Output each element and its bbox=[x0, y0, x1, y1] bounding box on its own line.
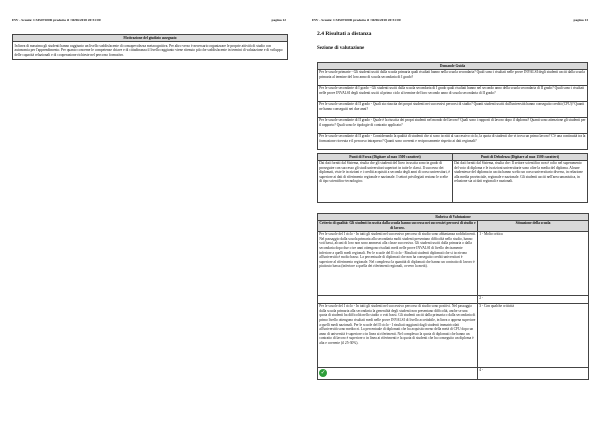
rubric-row bbox=[318, 231, 589, 295]
rubric-row bbox=[318, 303, 589, 367]
guide-question: Per le scuole secondarie di I grado - Gli studenti usciti dalla scuola secondaria di I grado quali risultati hanno nel secondo anno della scuola secondaria di II grado? Quali sono i risultati nelle prove INVALSI degli studenti usciti al primo ciclo al termine del loro secondo anno di scuola secondaria di II grado? bbox=[318, 85, 588, 101]
subsection-title: Sezione di valutazione bbox=[317, 46, 365, 51]
check-icon: ✓ bbox=[320, 369, 326, 377]
criterion-header: Criterio di qualità: Gli studenti in uscita dalla scuola hanno successo nei successivi percorsi di studio e di lavoro. bbox=[319, 221, 476, 230]
guide-question: Per le scuole primarie - Gli studenti usciti dalla scuola primaria quali risultati hanno nella scuola secondaria? Quali sono i risultati nelle prove INVALSI degli studenti usciti dalla scuola primaria al termine del loro anno di scuola secondaria di I grado? bbox=[318, 69, 588, 85]
guide-questions-title: Domande Guida bbox=[318, 63, 588, 70]
rubric-row bbox=[318, 295, 589, 303]
weaknesses-title: Punti di Debolezza (Digitare al max 1500 caratteri) bbox=[453, 154, 588, 161]
rubric-level[interactable]: 2 - bbox=[478, 295, 589, 303]
guide-questions-table bbox=[317, 62, 588, 150]
guide-question: Per le scuole secondarie di II grado - Quali sta riuscita dei propri studenti nei successivi percorsi di studio? Quanti studenti usciti dall'università hanno conseguito crediti (CFU)? Quanti ne hanno conseguiti nei due anni? bbox=[318, 101, 588, 117]
motivation-box bbox=[12, 34, 288, 60]
motivation-title: Motivazione del giudizio assegnato bbox=[13, 35, 287, 42]
rubric-title: Rubrica di Valutazione bbox=[318, 214, 589, 221]
right-page bbox=[300, 0, 600, 424]
weaknesses-text: Dai dati forniti dal Sistema, risulta che: Il settore scientifico non è colto nel superamento del voto di diploma e le iscrizioni universitarie sono oltre la media del diploma. Alcune studentesse del diploma in uscita hanno scelto un corso universitario diverso, in relazione alla media provinciale, regionale e nazionale. Gli studenti usciti nell'area umanistica, in relazione sia ai dati regionali e nazionali. bbox=[453, 160, 588, 202]
right-page-number: pagina 13 bbox=[573, 18, 588, 22]
rubric-level[interactable]: 4 - bbox=[478, 367, 589, 379]
rubric-criterion: Per le scuole del I ciclo - In tutti gli studenti nel successivo percorso di studio sono abbastanza soddisfacenti. Nel passaggio dalla scuola primaria alla secondaria molti studenti presentano difficoltà nello studio, hanno voti bassi, alcuni di loro non sono ammessi alla classe successiva. Gli studenti usciti dalla primaria o dalla secondaria dopo due o tre anni ottengono risultati medi nelle prove INVALSI di livello decisamente inferiore a quelli medi regionali. Per le scuole del II ciclo - Risultati studenti diplomati che si iscrivono all'università è molto basso. La percentuale di diplomati che non ha conseguito crediti universitari è superiore al riferimento regionale. Nel complesso la quantità di diplomati che hanno un contratto di lavoro è piuttosto bassa (inferiore a quella dei riferimenti regionali, ovvero la metà). bbox=[318, 231, 478, 295]
rubric-criterion bbox=[318, 295, 478, 303]
rubric-criterion bbox=[318, 367, 478, 379]
motivation-text: In linea di massima gli studenti hanno raggiunto un livello soddisfacente di consapevolezza metacognitiva. Per altro verso è necessario organizzare le proprie attività di studio con autonomia per l'apprendimento. Per quanto concerne le competenze chiave e di cittadinanza il livello raggiunto viene ritenuto più che soddisfacente in termini di valutazione e di sviluppo delle capacità relazionali e di cooperazione richieste nel percorso formativo. bbox=[14, 43, 283, 57]
situation-header: Situazione della scuola bbox=[478, 220, 589, 231]
guide-question: Per le scuole secondarie di II grado - Considerando la qualità di studenti che si sono iscritti al successivo ciclo, la quota di studenti che vi trova un primo lavoro? C'è una continuità tra la formazione ricevuta e il percorso intrapreso? Quanti sono coerenti e reciprocamente rispetto ai dati regionali? bbox=[318, 133, 588, 149]
rubric-level[interactable]: 1 - Molto critica bbox=[478, 231, 589, 295]
rubric-criterion: Per le scuole del I ciclo - In tutti gli studenti nel successivo percorso di studio sono positivi. Nel passaggio dalla scuola primaria alla secondaria la generalità degli studenti non presentano difficoltà, anche se una quota di studenti ha difficoltà nello studio o voti bassi. Gli studenti usciti dalla primaria o dalla secondaria di primo livello ottengono risultati medi nelle prove INVALSI di livello accettabile, in linea o appena superiore a quelli medi nazionali. Per le scuole del II ciclo - I risultati raggiunti dagli studenti immatricolati all'università sono mediocri. La percentuale di diplomati che ha acquisito meno della metà di CFU dopo un anno di università è superiore o in linea ai riferimenti. Nel complesso la quota di diplomati che hanno un contratto di lavoro è superiore o in linea ai riferimenti e la quota di studenti che ha conseguito un diploma è alta e coerente (il 25-30%). bbox=[318, 303, 478, 367]
guide-question: Per le scuole secondarie di II grado - Quale è la riuscita dei propri studenti nel mondo del lavoro? Quali sono i rapporti di lavoro dopo il diploma? Quanti sono attenzione gli studenti per il rapporto? Quali sono le tipologie di contratto applicato? bbox=[318, 117, 588, 133]
rubric-row bbox=[318, 367, 589, 379]
left-page-header: INV - Scuola: CSIS07200D prodotto il :30/06/2018 20:51:00 bbox=[12, 18, 101, 22]
rubric-table bbox=[317, 213, 589, 380]
strengths-text: Dai dati forniti dal Sistema, risulta che gli studenti del liceo in uscita sono in grado di proseguire con successo gli studi universitari superiori in tutte le classi. Il successo dei diplomati, viste le iscrizioni e i crediti acquisiti a seconda degli anni di corso universitari, è superiore ai dati di riferimento regionale e nazionale. I settori privilegiati restano le scelte di tipo scientifico-tecnologico. bbox=[318, 160, 453, 202]
right-page-header: INV - Scuola: CSIS07200D prodotto il :30/06/2018 20:51:00 bbox=[312, 18, 401, 22]
section-title: 2.4 Risultati a distanza bbox=[317, 31, 372, 37]
strengths-weaknesses-table bbox=[317, 153, 588, 203]
left-page-number: pagina 12 bbox=[271, 18, 286, 22]
strengths-title: Punti di Forza (Digitare al max 1500 caratteri) bbox=[318, 154, 453, 161]
rubric-level[interactable]: 3 - Con qualche criticità bbox=[478, 303, 589, 367]
